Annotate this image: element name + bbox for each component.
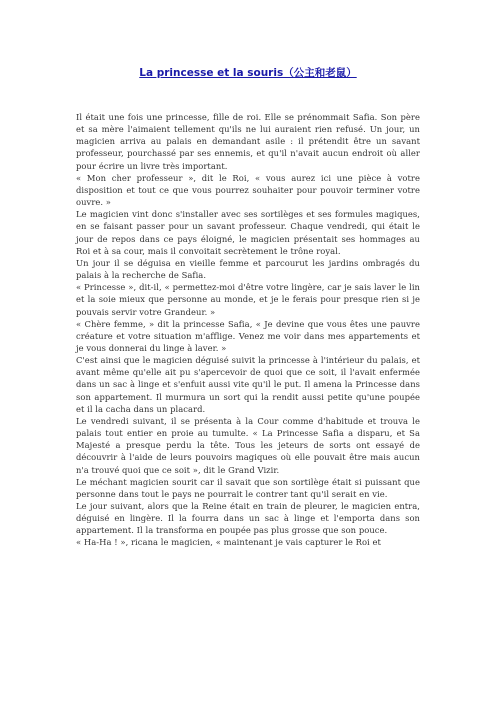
paragraph: Le magicien vint donc s'installer avec ses sortilèges et ses formules magiques, en se faisant passer pour un savant professeur. Chaque vendredi, qui était le jour de repos dans ce pays éloigné, le magicien présentait ses hommages au Roi et à sa cour, mais il convoitait secrètement le trône royal. — [76, 209, 420, 256]
paragraph: Il était une fois une princesse, fille de roi. Elle se prénommait Safia. Son père et sa mère l'aimaient tellement qu'ils ne lui auraient rien refusé. Un jour, un magicien arriva au palais en demandant asile : il prétendit être un savant professeur, pourchassé par ses ennemis, et qu'il n'avait aucun endroit où aller pour écrire un livre très important. — [76, 112, 420, 171]
paragraph: « Princesse », dit-il, « permettez-moi d'être votre lingère, car je sais laver le lin et la soie mieux que personne au monde, et je le ferais pour presque rien si je pouvais servir votre Grandeur. » — [76, 282, 420, 317]
paragraph: C'est ainsi que le magicien déguisé suivit la princesse à l'intérieur du palais, et avant même qu'elle ait pu s'apercevoir de quoi que ce soit, il l'avait enfermée dans un sac à linge et s'enfuit aussi vite qu'il le put. Il amena la Princesse dans son appartement. Il murmura un sort qui la rendit aussi petite qu'une poupée et il la cacha dans un placard. — [76, 355, 420, 414]
paragraph: Le méchant magicien sourit car il savait que son sortilège était si puissant que personne dans tout le pays ne pourrait le contrer tant qu'il serait en vie. — [76, 476, 420, 499]
paragraph: « Ha-Ha ! », ricana le magicien, « maintenant je vais capturer le Roi et — [76, 537, 381, 548]
story-body — [76, 111, 420, 549]
paragraph: Un jour il se déguisa en vieille femme et parcourut les jardins ombragés du palais à la recherche de Safia. — [76, 257, 420, 281]
paragraph: « Mon cher professeur », dit le Roi, « vous aurez ici une pièce à votre disposition et tout ce que vous pourrez souhaiter pour pouvoir terminer votre ouvre. » — [76, 172, 420, 208]
paragraph: Le vendredi suivant, il se présenta à la Cour comme d'habitude et trouva le palais tout entier en proie au tumulte. « La Princesse Safia a disparu, et Sa Majesté a presque perdu la tête. Tous les jeteurs de sorts ont essayé de découvrir à l'aide de leurs pouvoirs magiques où elle pouvait être mais aucun n'a trouvé quoi que ce soit », dit le Grand Vizir. — [76, 415, 420, 475]
paragraph: Le jour suivant, alors que la Reine était en train de pleurer, le magicien entra, déguisé en lingère. Il la fourra dans un sac à linge et l'emporta dans son appartement. Il la transforma en poupée pas plus grosse que son pouce. — [76, 501, 420, 536]
paragraph: « Chère femme, » dit la princesse Safia, « Je devine que vous êtes une pauvre créature et votre situation m'afflige. Venez me voir dans mes appartements et je vous donnerai du linge à laver. » — [76, 318, 420, 353]
document-title — [0, 66, 496, 80]
title-link[interactable]: La princesse et la souris（公主和老鼠） — [139, 67, 357, 79]
